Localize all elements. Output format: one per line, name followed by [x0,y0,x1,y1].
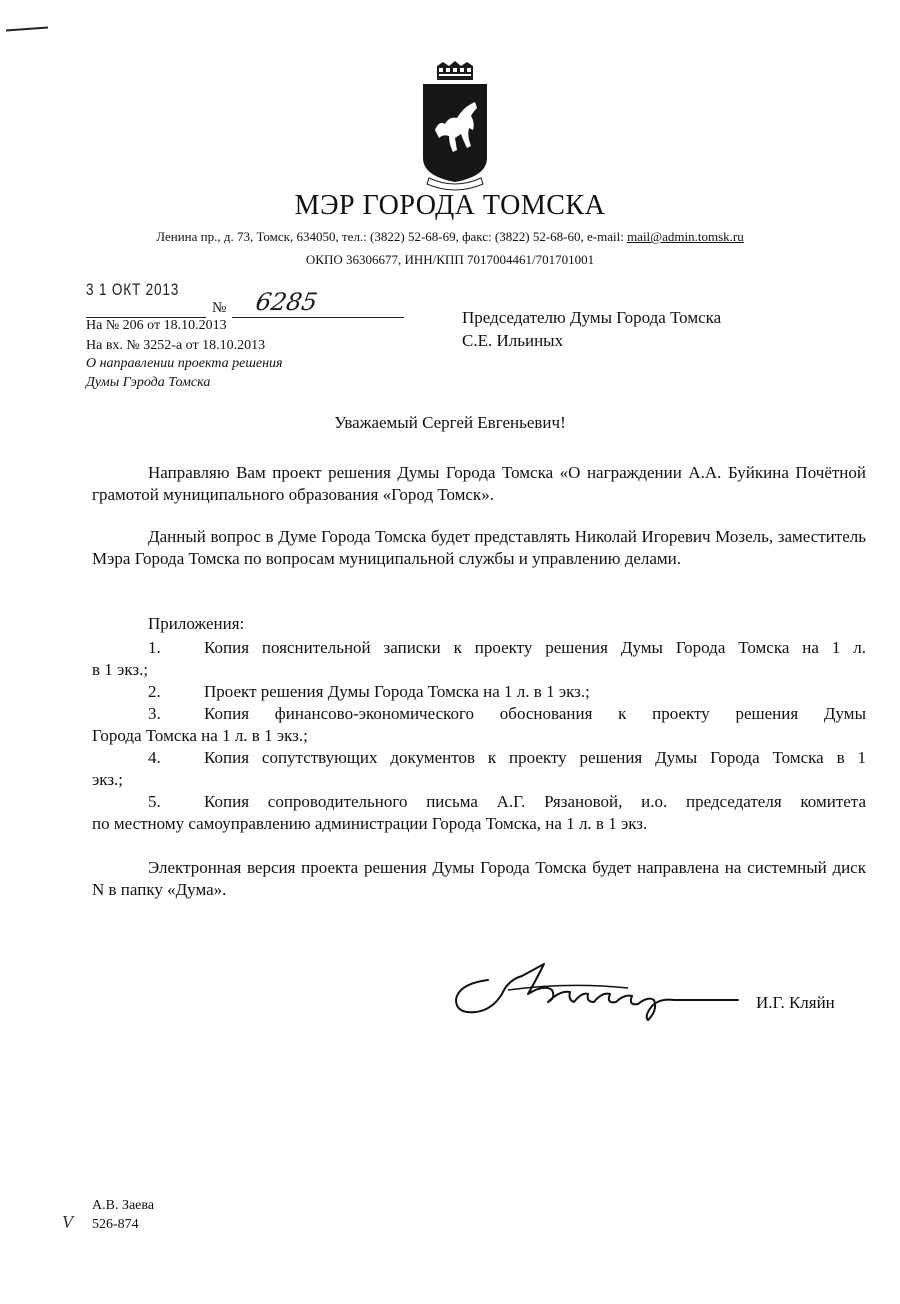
paragraph-1: Направляю Вам проект решения Думы Города Томска «О награждении А.А. Буйкина Почётной грамотой муниципального образования «Город Томск». [92,463,866,504]
appendix-item-number: 4. [148,748,161,767]
appendix-item-number: 2. [148,682,161,701]
contact-line [0,229,900,245]
signer-name: И.Г. Кляйн [756,993,835,1012]
appendix-title: Приложения: [148,614,245,633]
addressee-name: С.Е. Ильиных [462,331,564,350]
appendix-item [92,791,866,835]
executor-phone: 526-874 [92,1217,139,1232]
crown-icon [437,61,473,80]
issuer-title: МЭР ГОРОДА ТОМСКА [294,190,606,221]
subject-line-2: Думы Гэрода Томска [86,375,211,390]
appendix-item-text: Проект решения Думы Города Томска на 1 л. в 1 экз.; [204,682,590,701]
appendix-item-continuation: по местному самоуправлению администрации Города Томска, на 1 л. в 1 экз. [92,814,648,833]
executor-name: А.В. Заева [92,1198,155,1213]
check-mark: V [62,1212,73,1232]
corner-pen-mark [6,27,48,32]
appendix-item [148,681,866,703]
addressee-position: Председателю Думы Города Томска [462,308,722,327]
addressee-block [462,306,721,352]
appendix-item-text: Копия сопроводительного письма А.Г. Рязановой, и.о. председателя комитета [204,792,866,811]
appendix-item [92,747,866,791]
subject-line-1: О направлении проекта решения [86,356,283,371]
number-label: № [212,300,227,316]
paragraph-3: Электронная версия проекта решения Думы Города Томска будет направлена на системный диск N в папку «Дума». [92,858,866,899]
number-underline [232,317,404,318]
contact-address: Ленина пр., д. 73, Томск, 634050, тел.: (3822) 52-68-69, факс: (3822) 52-68-60, e-mail: [156,229,628,244]
email-link[interactable]: mail@admin.tomsk.ru [627,229,744,244]
date-stamp: 3 1 ОКТ 2013 [86,280,180,299]
appendix-item-continuation: в 1 экз.; [92,660,149,679]
appendix-item-text: Копия сопутствующих документов к проекту решения Думы Города Томска в 1 [204,748,866,767]
appendix-item [92,703,866,747]
appendix-item-number: 5. [148,792,161,811]
appendix-item [92,637,866,681]
registration-number: 6285 [253,288,320,316]
appendix-item-number: 3. [148,704,161,723]
paragraph-2: Данный вопрос в Думе Города Томска будет представлять Николай Игоревич Мозель, заместитель Мэра Города Томска по вопросам муниципальной службы и управлению делами. [92,527,866,568]
org-codes: ОКПО 36306677, ИНН/КПП 7017004461/701701001 [305,252,595,267]
handwritten-signature [448,950,748,1030]
appendix-item-continuation: Города Томска на 1 л. в 1 экз.; [92,726,308,745]
greeting: Уважаемый Сергей Евгеньевич! [334,413,566,432]
in-reply-line: На № 206 от 18.10.2013 [86,318,227,333]
coat-of-arms-emblem [415,58,495,193]
incoming-line: На вх. № 3252-а от 18.10.2013 [86,338,266,353]
appendix-item-text: Копия пояснительной записки к проекту решения Думы Города Томска на 1 л. [204,638,866,657]
appendix-item-number: 1. [148,638,161,657]
executor-block [92,1196,154,1234]
appendix-item-continuation: экз.; [92,770,124,789]
appendix-item-text: Копия финансово-экономического обоснования к проекту решения Думы [204,704,866,723]
